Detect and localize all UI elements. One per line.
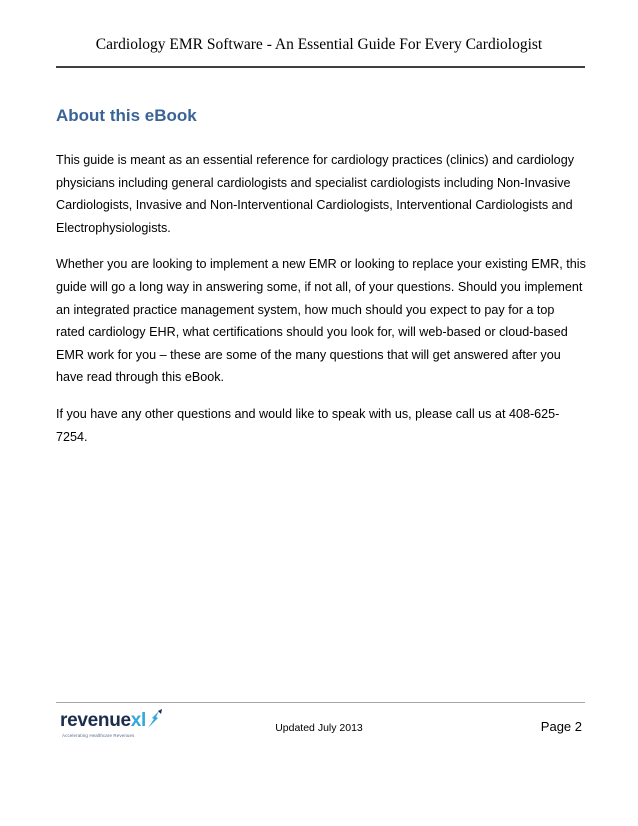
- footer-updated: Updated July 2013: [275, 722, 363, 734]
- paragraph-contact: If you have any other questions and would like to speak with us, please call us at 408-625-7254.: [56, 406, 560, 444]
- body-text: [56, 149, 586, 462]
- footer-divider: [56, 702, 585, 703]
- page-number: Page 2: [540, 719, 582, 734]
- running-header: Cardiology EMR Software - An Essential Guide For Every Cardiologist: [95, 36, 543, 53]
- logo-wordmark-part2: xl: [130, 710, 147, 731]
- section-title: About this eBook: [56, 106, 197, 125]
- paragraph-purpose: Whether you are looking to implement a new EMR or looking to replace your existing EMR, this guide will go a long way in answering some, if not all, of your questions. Should you implement an integrated practice management system, how much should you expect to pay for a top rated cardiology EHR, what certifications should you look for, will web-based or cloud-based EMR work for you – these are some of the many questions that will get answered after you have read through this eBook.: [56, 257, 586, 385]
- logo-wordmark-part1: revenue: [60, 710, 131, 731]
- header-divider: [56, 66, 585, 68]
- paragraph-intro: This guide is meant as an essential reference for cardiology practices (clinics) and cardiology physicians including general cardiologists and specialist cardiologists including Non-Invasive Cardiologists, Invasive and Non-Interventional Cardiologists, Interventional Cardiologists and Electrophysiologists.: [56, 153, 574, 235]
- logo-tagline: Accelerating Healthcare Revenues: [62, 733, 135, 738]
